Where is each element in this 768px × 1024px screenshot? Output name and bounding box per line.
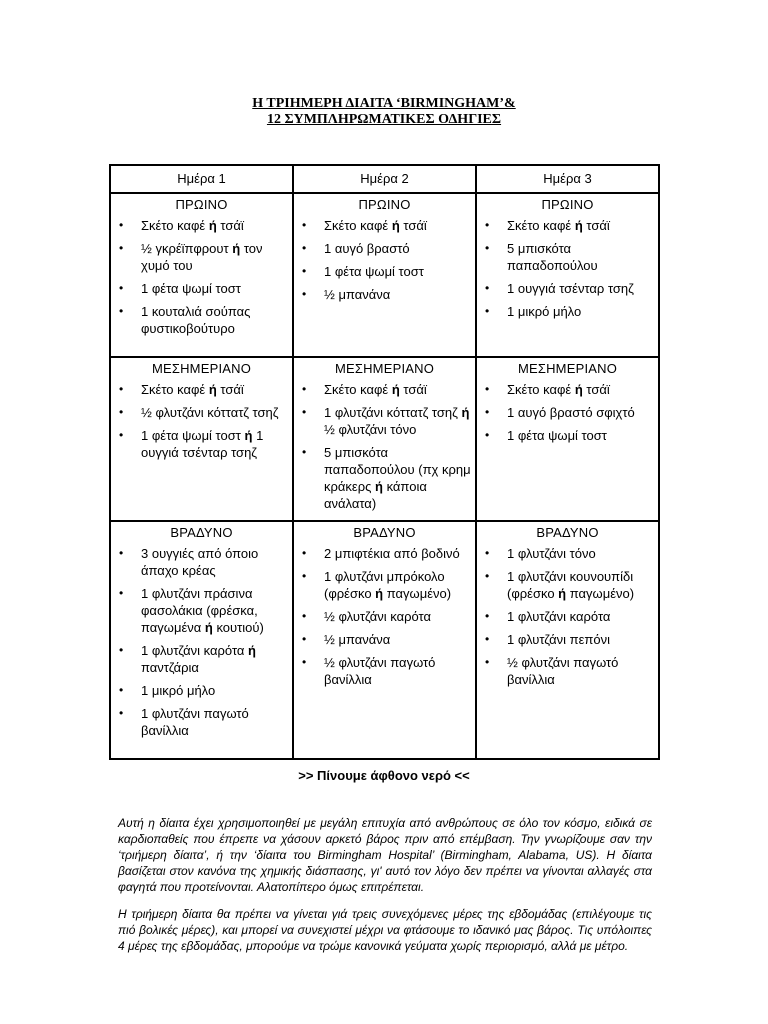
meal-heading: ΜΕΣΗΜΕΡΙΑΝΟ [517, 361, 618, 376]
bullet-icon: • [119, 643, 124, 657]
meal-heading: ΠΡΩΙΝΟ [541, 197, 594, 212]
meal-heading: ΜΕΣΗΜΕΡΙΑΝΟ [334, 361, 435, 376]
meal-heading: ΒΡΑΔΥΝΟ [536, 525, 599, 540]
food-list [294, 545, 475, 692]
intro-paragraph: Αυτή η δίαιτα έχει χρησιμοποιηθεί με μεγάλη επιτυχία από ανθρώπους σε όλο τον κόσμο, ειδικά σε καρδιοπαθείς που έπρεπε να χάσουν αρκετό βάρος πριν από επέμβαση. Την γνωρίζουμε σαν την ‘τριήμερη δίαιτα’, ή την ‘δίαιτα του Birmingham Hospital’ (Birmingham, Alabama, US). Η δίαιτα βασίζεται στον κανόνα της χημικής διάσπασης, γι' αυτό τον λόγο δεν πρέπει να γίνονται αλλαγές στα φαγητά που προτείνονται. Αλατοπίπερο όμως επιτρέπεται. [118, 816, 652, 894]
food-item [477, 404, 654, 421]
bullet-icon: • [119, 706, 124, 720]
food-item-text: Σκέτο καφέ ή τσάϊ [141, 382, 244, 397]
food-item-text: 1 φλυτζάνι καρότα ή παντζάρια [141, 643, 256, 675]
food-item-text: ½ φλυτζάνι παγωτό βανίλλια [507, 655, 623, 687]
food-item [477, 217, 654, 234]
food-item-text: 1 αυγό βραστό [324, 241, 410, 256]
bullet-icon: • [485, 281, 490, 295]
meal-cell [476, 521, 659, 759]
food-item [294, 631, 471, 648]
meal-cell [293, 357, 476, 521]
food-item [477, 240, 654, 274]
food-item-text: ½ φλυτζάνι κόττατζ τσηζ [141, 405, 279, 420]
food-item-text: 1 αυγό βραστό σφιχτό [507, 405, 635, 420]
bullet-icon: • [485, 405, 490, 419]
meal-cell [476, 193, 659, 357]
meal-cell [476, 357, 659, 521]
food-item [294, 404, 471, 438]
food-list [477, 217, 658, 324]
bullet-icon: • [485, 218, 490, 232]
bullet-icon: • [119, 281, 124, 295]
food-item-text: Σκέτο καφέ ή τσάϊ [507, 218, 610, 233]
bullet-icon: • [485, 241, 490, 255]
food-item-text: ½ μπανάνα [324, 287, 391, 302]
food-item-text: 1 φέτα ψωμί τοστ [324, 264, 424, 279]
bullet-icon: • [485, 546, 490, 560]
food-list [111, 381, 292, 465]
food-item [477, 303, 654, 320]
bullet-icon: • [119, 304, 124, 318]
bullet-icon: • [119, 546, 124, 560]
bullet-icon: • [302, 287, 307, 301]
food-item-text: 1 φλυτζάνι κόττατζ τσηζ ή ½ φλυτζάνι τόνο [324, 405, 470, 437]
food-list [111, 217, 292, 341]
food-item-text: Σκέτο καφέ ή τσάϊ [324, 218, 427, 233]
meal-cell [110, 521, 293, 759]
food-list [477, 545, 658, 692]
food-item-text: ½ μπανάνα [324, 632, 391, 647]
food-item [111, 427, 288, 461]
food-item [477, 427, 654, 444]
food-item [111, 303, 288, 337]
meal-cell [293, 521, 476, 759]
bullet-icon: • [302, 382, 307, 396]
food-item-text: 1 φλυτζάνι κουνουπίδι (φρέσκο ή παγωμένο) [507, 569, 637, 601]
meal-heading: ΠΡΩΙΝΟ [358, 197, 411, 212]
food-list [294, 217, 475, 307]
meal-heading: ΠΡΩΙΝΟ [175, 197, 228, 212]
bullet-icon: • [485, 609, 490, 623]
food-item [111, 280, 288, 297]
food-item [294, 654, 471, 688]
document-title-line-2: 12 ΣΥΜΠΛΗΡΩΜΑΤΙΚΕΣ ΟΔΗΓΙΕΣ [266, 112, 502, 127]
bullet-icon: • [485, 382, 490, 396]
food-item-text: ½ φλυτζάνι παγωτό βανίλλια [324, 655, 440, 687]
food-item-text: 1 φλυτζάνι μπρόκολο (φρέσκο ή παγωμένο) [324, 569, 452, 601]
bullet-icon: • [485, 632, 490, 646]
food-item [477, 545, 654, 562]
bullet-icon: • [302, 609, 307, 623]
food-item-text: 2 μπιφτέκια από βοδινό [324, 546, 460, 561]
food-item-text: Σκέτο καφέ ή τσάϊ [507, 382, 610, 397]
food-item-text: 1 μικρό μήλο [141, 683, 216, 698]
food-item [294, 381, 471, 398]
food-item [477, 631, 654, 648]
diet-table [109, 164, 660, 760]
meal-heading: ΒΡΑΔΥΝΟ [170, 525, 233, 540]
food-list [294, 381, 475, 516]
food-list [477, 381, 658, 448]
bullet-icon: • [485, 304, 490, 318]
meal-row-dinner [110, 521, 659, 759]
food-item [477, 381, 654, 398]
bullet-icon: • [302, 405, 307, 419]
meal-cell [110, 193, 293, 357]
bullet-icon: • [119, 382, 124, 396]
food-item [111, 404, 288, 421]
food-item-text: ½ γκρέϊπφρουτ ή τον χυμό του [141, 241, 267, 273]
food-item [477, 654, 654, 688]
food-item [111, 381, 288, 398]
food-item-text: 1 φέτα ψωμί τοστ [141, 281, 241, 296]
day-header-row [110, 165, 659, 193]
food-item [294, 263, 471, 280]
food-item-text: 1 φλυτζάνι τόνο [507, 546, 596, 561]
food-item-text: 1 ουγγιά τσένταρ τσηζ [507, 281, 634, 296]
food-item-text: Σκέτο καφέ ή τσάϊ [324, 382, 427, 397]
food-item [111, 682, 288, 699]
food-item [111, 545, 288, 579]
bullet-icon: • [302, 655, 307, 669]
food-item-text: 1 μικρό μήλο [507, 304, 582, 319]
meal-cell [293, 193, 476, 357]
meal-heading: ΜΕΣΗΜΕΡΙΑΝΟ [151, 361, 252, 376]
bullet-icon: • [485, 655, 490, 669]
food-item-text: 5 μπισκότα παπαδοπούλου (πχ κρημ κράκερς ή κάποια ανάλατα) [324, 445, 475, 511]
bullet-icon: • [302, 632, 307, 646]
food-item [294, 217, 471, 234]
food-item [294, 545, 471, 562]
bullet-icon: • [485, 569, 490, 583]
food-item-text: 1 φλυτζάνι παγωτό βανίλλια [141, 706, 253, 738]
food-item [294, 608, 471, 625]
food-item [477, 568, 654, 602]
food-item [294, 444, 475, 512]
meal-cell [110, 357, 293, 521]
food-item-text: Σκέτο καφέ ή τσάϊ [141, 218, 244, 233]
food-item [477, 280, 654, 297]
bullet-icon: • [119, 428, 124, 442]
food-item [111, 642, 288, 676]
day-header-1: Ημέρα 1 [110, 165, 293, 193]
bullet-icon: • [119, 405, 124, 419]
bullet-icon: • [119, 683, 124, 697]
bullet-icon: • [119, 218, 124, 232]
food-item-text: 1 κουταλιά σούπας φυστικοβούτυρο [141, 304, 255, 336]
bullet-icon: • [302, 546, 307, 560]
food-item [294, 240, 471, 257]
bullet-icon: • [302, 218, 307, 232]
water-note: >> Πίνουμε άφθονο νερό << [298, 768, 470, 783]
food-item-text: 3 ουγγιές από όποιο άπαχο κρέας [141, 546, 262, 578]
bullet-icon: • [302, 241, 307, 255]
meal-row-lunch [110, 357, 659, 521]
instructions-paragraph: Η τριήμερη δίαιτα θα πρέπει να γίνεται γιά τρεις συνεχόμενες μέρες της εβδομάδας (επιλέγουμε τις πιό βολικές μέρες), και μπορεί να συνεχιστεί μέχρι να φτάσουμε το ιδανικό μας βάρος. Τις υπόλοιπες 4 μέρες της εβδομάδας, μπορούμε να τρώμε κανονικά γεύματα χωρίς περιορισμό, αλλά με μέτρο. [118, 907, 652, 953]
food-item-text: 1 φλυτζάνι πεπόνι [507, 632, 611, 647]
meal-row-breakfast [110, 193, 659, 357]
food-item [294, 286, 471, 303]
bullet-icon: • [302, 445, 307, 459]
food-item-text: 1 φλυτζάνι πράσινα φασολάκια (φρέσκα, παγωμένα ή κουτιού) [141, 586, 264, 635]
food-item [477, 608, 654, 625]
food-item [111, 217, 288, 234]
food-list [111, 545, 292, 743]
food-item [111, 705, 288, 739]
bullet-icon: • [302, 264, 307, 278]
document-title-line-1: Η ΤΡΙΗΜΕΡΗ ΔΙΑΙΤΑ ‘BIRMINGHAM’& [252, 96, 516, 111]
food-item-text: 1 φλυτζάνι καρότα [507, 609, 611, 624]
bullet-icon: • [119, 586, 124, 600]
bullet-icon: • [485, 428, 490, 442]
meal-heading: ΒΡΑΔΥΝΟ [353, 525, 416, 540]
food-item-text: ½ φλυτζάνι καρότα [324, 609, 432, 624]
bullet-icon: • [302, 569, 307, 583]
food-item [111, 240, 288, 274]
food-item [111, 585, 288, 636]
day-header-3: Ημέρα 3 [476, 165, 659, 193]
food-item-text: 1 φέτα ψωμί τοστ [507, 428, 607, 443]
food-item-text: 1 φέτα ψωμί τοστ ή 1 ουγγιά τσένταρ τσηζ [141, 428, 267, 460]
food-item-text: 5 μπισκότα παπαδοπούλου [507, 241, 598, 273]
day-header-2: Ημέρα 2 [293, 165, 476, 193]
bullet-icon: • [119, 241, 124, 255]
food-item [294, 568, 471, 602]
